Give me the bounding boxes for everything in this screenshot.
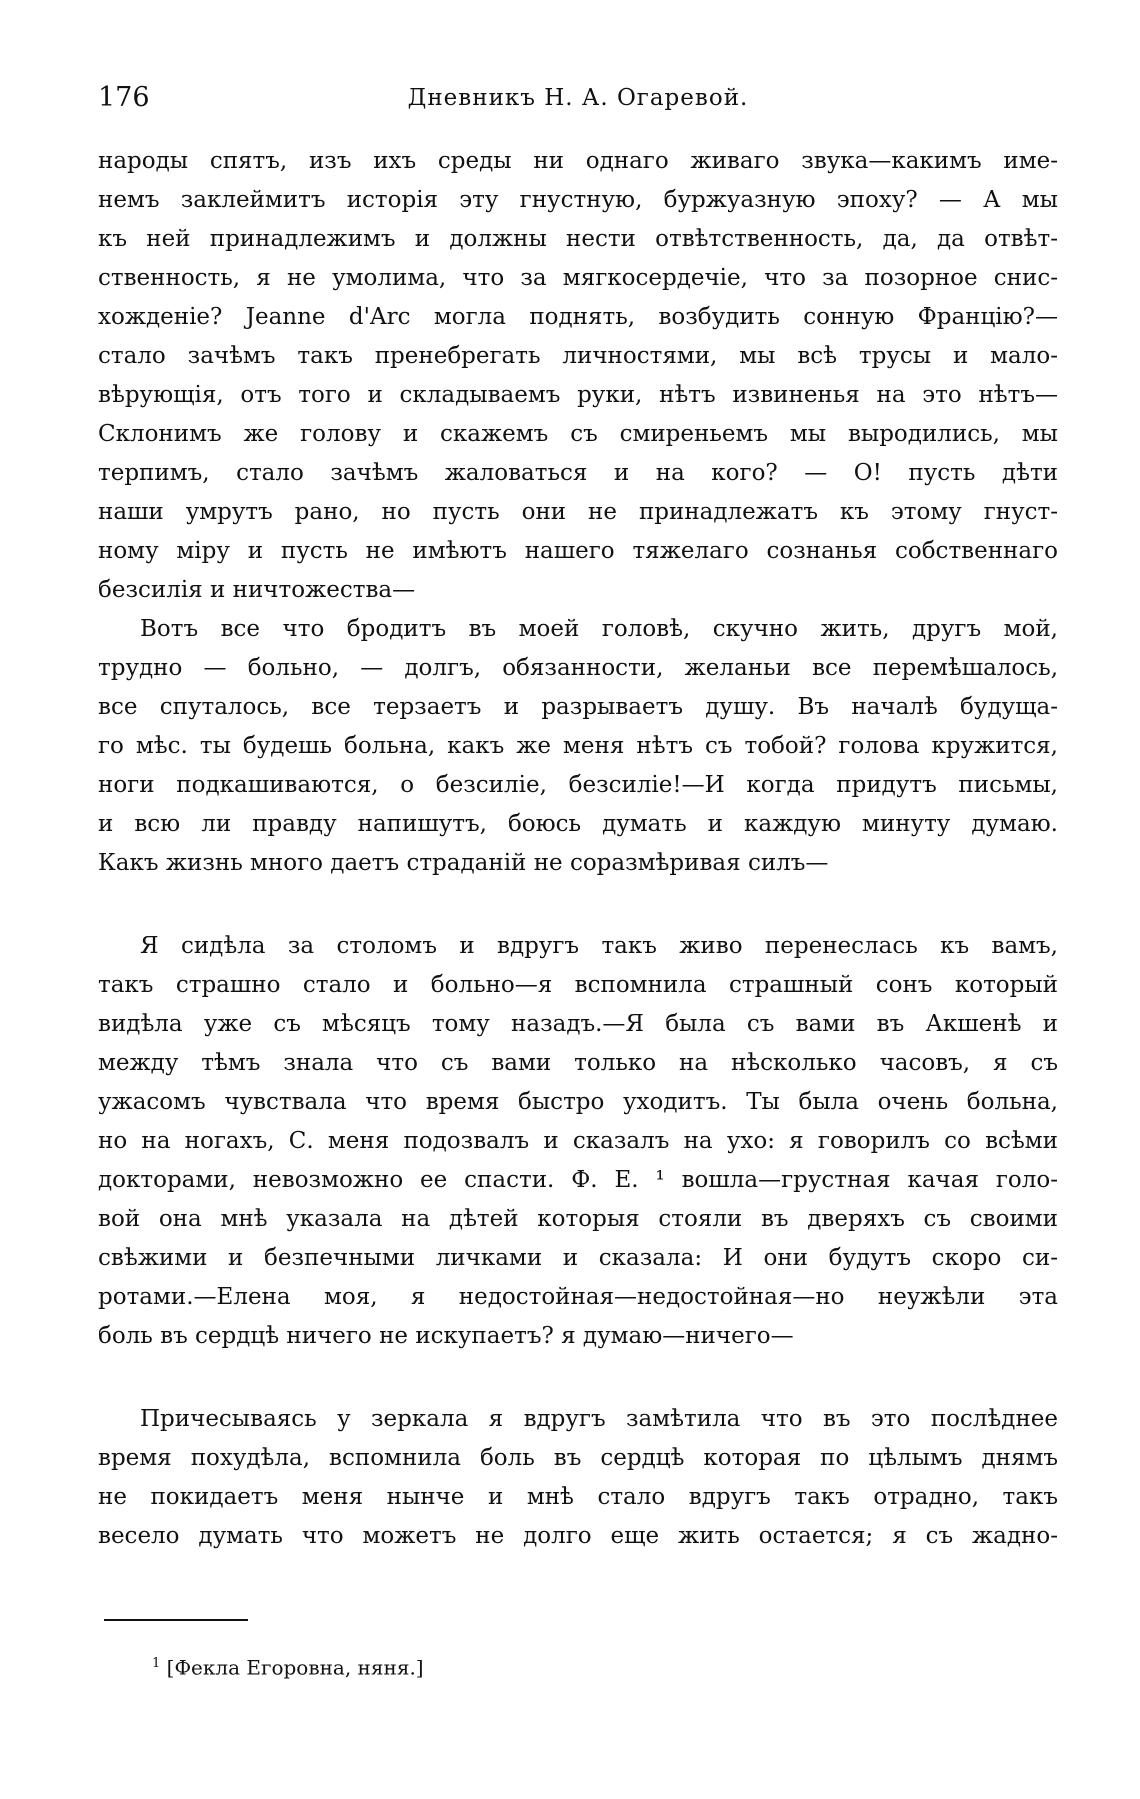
text-line: боль въ сердцѣ ничего не искупаетъ? я думаю—ничего—: [98, 1323, 794, 1349]
text-line: ному міру и пусть не имѣютъ нашего тяжелаго сознанья собственнаго: [98, 538, 1058, 564]
text-line: но на ногахъ, С. меня подозвалъ и сказалъ на ухо: я говорилъ со всѣми: [98, 1128, 1058, 1154]
text-line: къ ней принадлежимъ и должны нести отвѣтственность, да, да отвѣт-: [98, 226, 1058, 252]
text-line: терпимъ, стало зачѣмъ жаловаться и на кого? — О! пусть дѣти: [98, 460, 1058, 486]
page-number: 176: [98, 82, 150, 113]
text-line: наши умрутъ рано, но пусть они не принадлежатъ къ этому гнуст-: [98, 499, 1058, 525]
text-line: видѣла уже съ мѣсяцъ тому назадъ.—Я была съ вами въ Акшенѣ и: [98, 1011, 1058, 1037]
text-line: вѣрующія, отъ того и складываемъ руки, нѣтъ извиненья на это нѣтъ—: [98, 382, 1058, 408]
text-line: немъ заклеймитъ исторія эту гнустную, буржуазную эпоху? — А мы: [98, 187, 1058, 213]
text-line: народы спятъ, изъ ихъ среды ни однаго живаго звука—какимъ име-: [98, 148, 1058, 174]
text-line: не покидаетъ меня нынче и мнѣ стало вдругъ такъ отрадно, такъ: [98, 1484, 1058, 1510]
running-head: Дневникъ Н. А. Огаревой.: [407, 85, 749, 111]
paragraph-2: [98, 610, 1058, 883]
text-line: вой она мнѣ указала на дѣтей которыя стояли въ дверяхъ съ своими: [98, 1206, 1058, 1232]
text-line: такъ страшно стало и больно—я вспомнила страшный сонъ который: [98, 972, 1058, 998]
text-line: время похудѣла, вспомнила боль въ сердцѣ которая по цѣлымъ днямъ: [98, 1445, 1058, 1471]
text-line: докторами, невозможно ее спасти. Ф. Е. ¹ вошла—грустная качая голо-: [98, 1167, 1058, 1193]
text-line: и всю ли правду напишутъ, боюсь думать и каждую минуту думаю.: [98, 811, 1058, 837]
page-header: [98, 80, 1058, 116]
text-line: все спуталось, все терзаетъ и разрываетъ душу. Въ началѣ будуща-: [98, 694, 1058, 720]
text-line: Какъ жизнь много даетъ страданій не соразмѣривая силъ—: [98, 850, 829, 876]
paragraph-3: [98, 927, 1058, 1356]
section-gap: [98, 883, 1058, 927]
footnote-marker: 1: [152, 1656, 161, 1671]
text-line: безсилія и ничтожества—: [98, 577, 416, 603]
footnote-rule: [104, 1619, 248, 1621]
section-gap: [98, 1356, 1058, 1400]
paragraph-1: [98, 142, 1058, 610]
text-line: Причесываясь у зеркала я вдругъ замѣтила что въ это послѣднее: [140, 1406, 1058, 1432]
text-line: ужасомъ чувствала что время быстро уходитъ. Ты была очень больна,: [98, 1089, 1058, 1115]
text-line: трудно — больно, — долгъ, обязанности, желаньи все перемѣшалось,: [98, 655, 1058, 681]
text-line: хожденіе? Jeanne d'Arc могла поднять, возбудить сонную Францію?—: [98, 304, 1058, 330]
text-line: свѣжими и безпечными личками и сказала: И они будутъ скоро си-: [98, 1245, 1058, 1271]
text-line: ноги подкашиваются, о безсиліе, безсиліе!—И когда придутъ письмы,: [98, 772, 1058, 798]
paragraph-4: [98, 1400, 1058, 1556]
footnote-text: [Фекла Егоровна, няня.]: [166, 1655, 424, 1680]
text-line: стало зачѣмъ такъ пренебрегать личностями, мы всѣ трусы и мало-: [98, 343, 1058, 369]
footnote: [152, 1650, 424, 1682]
text-line: Вотъ все что бродитъ въ моей головѣ, скучно жить, другъ мой,: [140, 616, 1058, 642]
text-line: го мѣс. ты будешь больна, какъ же меня нѣтъ съ тобой? голова кружится,: [98, 733, 1058, 759]
text-line: ственность, я не умолима, что за мягкосердечіе, что за позорное снис-: [98, 265, 1058, 291]
text-line: весело думать что можетъ не долго еще жить остается; я съ жадно-: [98, 1523, 1058, 1549]
text-line: Склонимъ же голову и скажемъ съ смиреньемъ мы выродились, мы: [98, 421, 1058, 447]
text-line: ротами.—Елена моя, я недостойная—недостойная—но неужѣли эта: [98, 1284, 1058, 1310]
text-line: Я сидѣла за столомъ и вдругъ такъ живо перенеслась къ вамъ,: [140, 933, 1058, 959]
text-line: между тѣмъ знала что съ вами только на нѣсколько часовъ, я съ: [98, 1050, 1058, 1076]
page-body: [98, 142, 1058, 1556]
